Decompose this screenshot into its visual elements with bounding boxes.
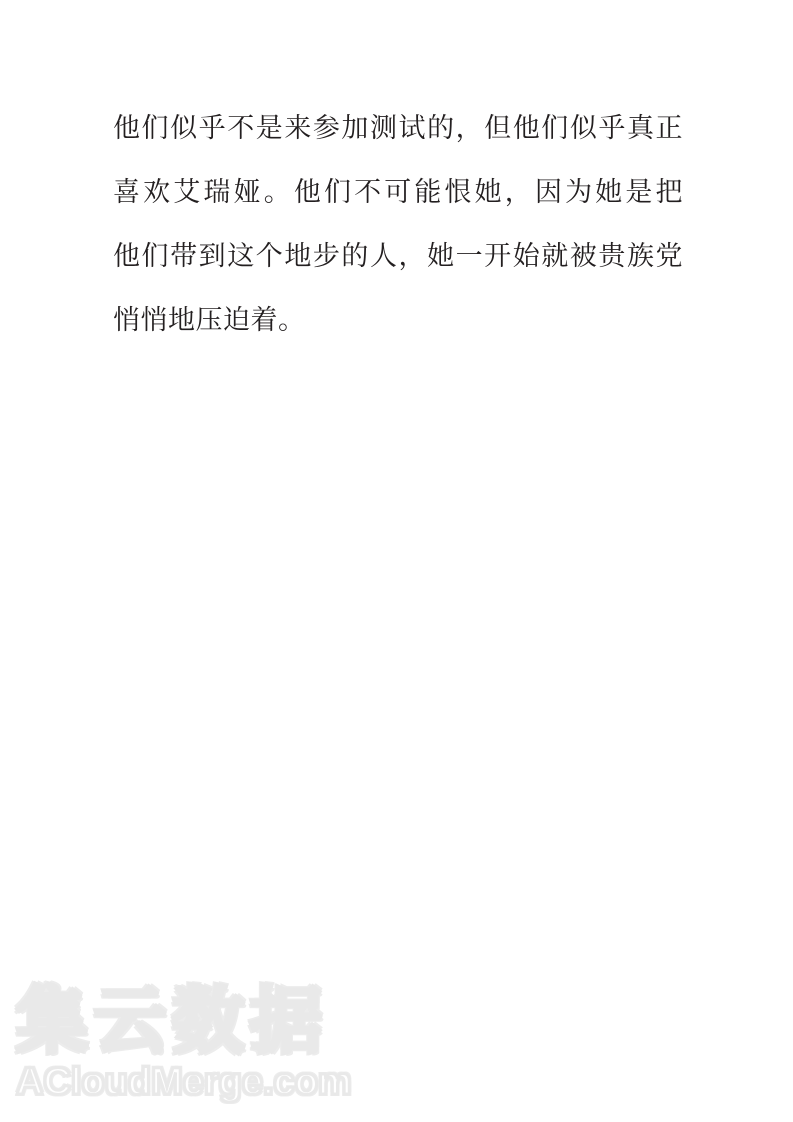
watermark-chinese-text: 集云数据 xyxy=(16,981,329,1062)
body-paragraph: 他们似乎不是来参加测试的，但他们似乎真正喜欢艾瑞娅。他们不可能恨她，因为她是把 他们带到这个地步的人，她一开始就被贵族党悄悄地压迫着。 xyxy=(113,113,711,335)
watermark-latin-text: ACloudMerge.com xyxy=(16,1061,352,1104)
watermark xyxy=(8,981,428,1104)
